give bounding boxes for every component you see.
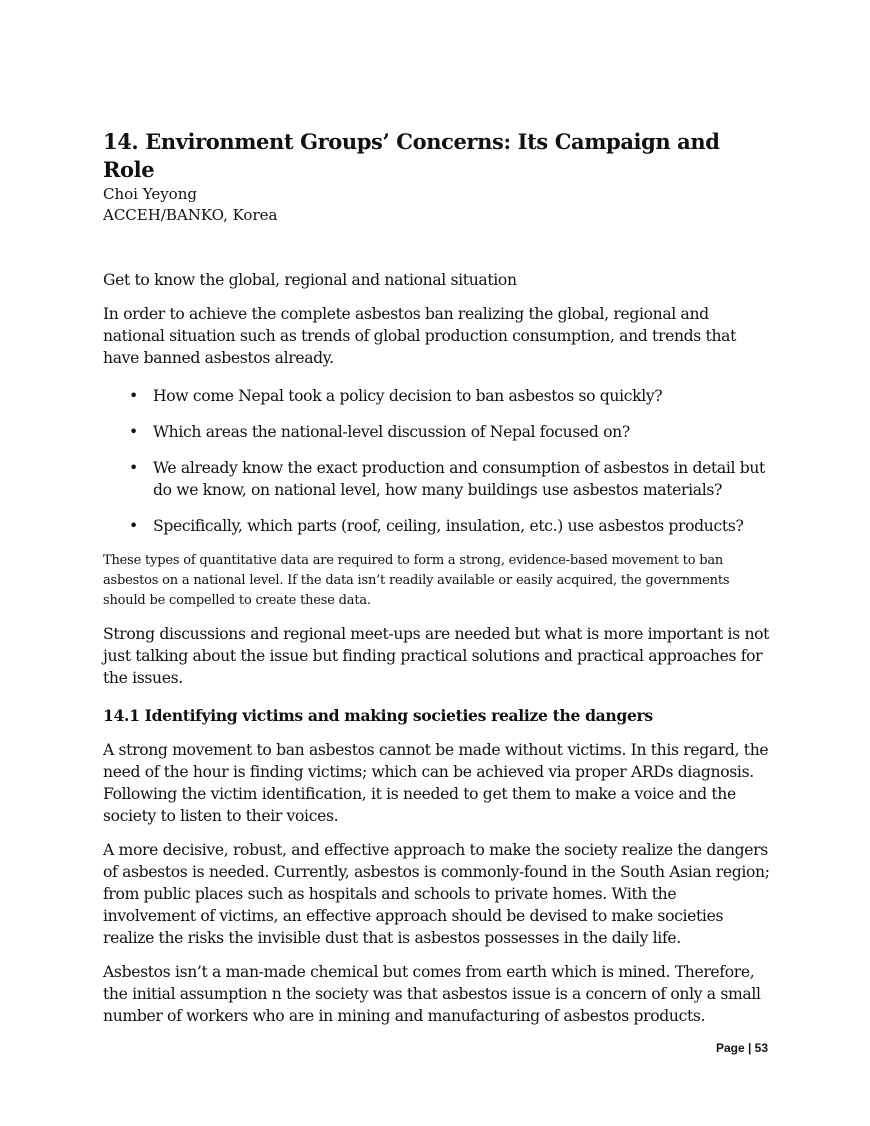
list-item-text: Specifically, which parts (roof, ceiling, insulation, etc.) use asbestos products? xyxy=(153,517,744,535)
list-item xyxy=(103,385,773,407)
page-title: 14. Environment Groups’ Concerns: Its Campaign and Role xyxy=(103,129,720,182)
author-name: Choi Yeyong xyxy=(103,185,197,203)
question-list xyxy=(103,385,773,537)
list-item-text: We already know the exact production and consumption of asbestos in detail but do we know, on national level, how many buildings use asbestos materials? xyxy=(153,459,765,499)
list-item xyxy=(103,421,773,443)
list-item-text: How come Nepal took a policy decision to ban asbestos so quickly? xyxy=(153,387,663,405)
quantitative-note: These types of quantitative data are required to form a strong, evidence-based movement to ban asbestos on a national level. If the data isn’t readily available or easily acquired, the governments should be compelled to create these data. xyxy=(103,553,730,608)
list-item xyxy=(103,515,773,537)
page-number: Page | 53 xyxy=(715,1041,768,1055)
list-item xyxy=(103,457,773,501)
body-paragraph-victims: A strong movement to ban asbestos cannot be made without victims. In this regard, the need of the hour is finding victims; which can be achieved via proper ARDs diagnosis. Following the victim identification, it is needed to get them to make a voice and the society to listen to their voices. xyxy=(103,741,769,825)
author-affiliation: ACCEH/BANKO, Korea xyxy=(103,206,278,224)
lead-paragraph: Get to know the global, regional and national situation xyxy=(103,271,517,289)
bullet-icon: • xyxy=(129,459,138,477)
bullet-icon: • xyxy=(129,387,138,405)
document-body xyxy=(103,128,773,1027)
body-paragraph-approach: A more decisive, robust, and effective approach to make the society realize the dangers of asbestos is needed. Currently, asbestos is commonly-found in the South Asian region; from public places such as hospitals and schools to private homes. With the involvement of victims, an effective approach should be devised to make societies realize the risks the invisible dust that is asbestos possesses in the daily life. xyxy=(103,841,770,947)
bullet-icon: • xyxy=(129,517,138,535)
section-heading: 14.1 Identifying victims and making societies realize the dangers xyxy=(103,706,653,725)
body-paragraph-origin: Asbestos isn’t a man-made chemical but comes from earth which is mined. Therefore, the initial assumption n the society was that asbestos issue is a concern of only a small number of workers who are in mining and manufacturing of asbestos products. xyxy=(103,963,761,1025)
bullet-icon: • xyxy=(129,423,138,441)
discussion-paragraph: Strong discussions and regional meet-ups are needed but what is more important is not just talking about the issue but finding practical solutions and practical approaches for the issues. xyxy=(103,625,770,687)
list-item-text: Which areas the national-level discussion of Nepal focused on? xyxy=(153,423,630,441)
intro-paragraph: In order to achieve the complete asbestos ban realizing the global, regional and national situation such as trends of global production consumption, and trends that have banned asbestos already. xyxy=(103,305,737,367)
